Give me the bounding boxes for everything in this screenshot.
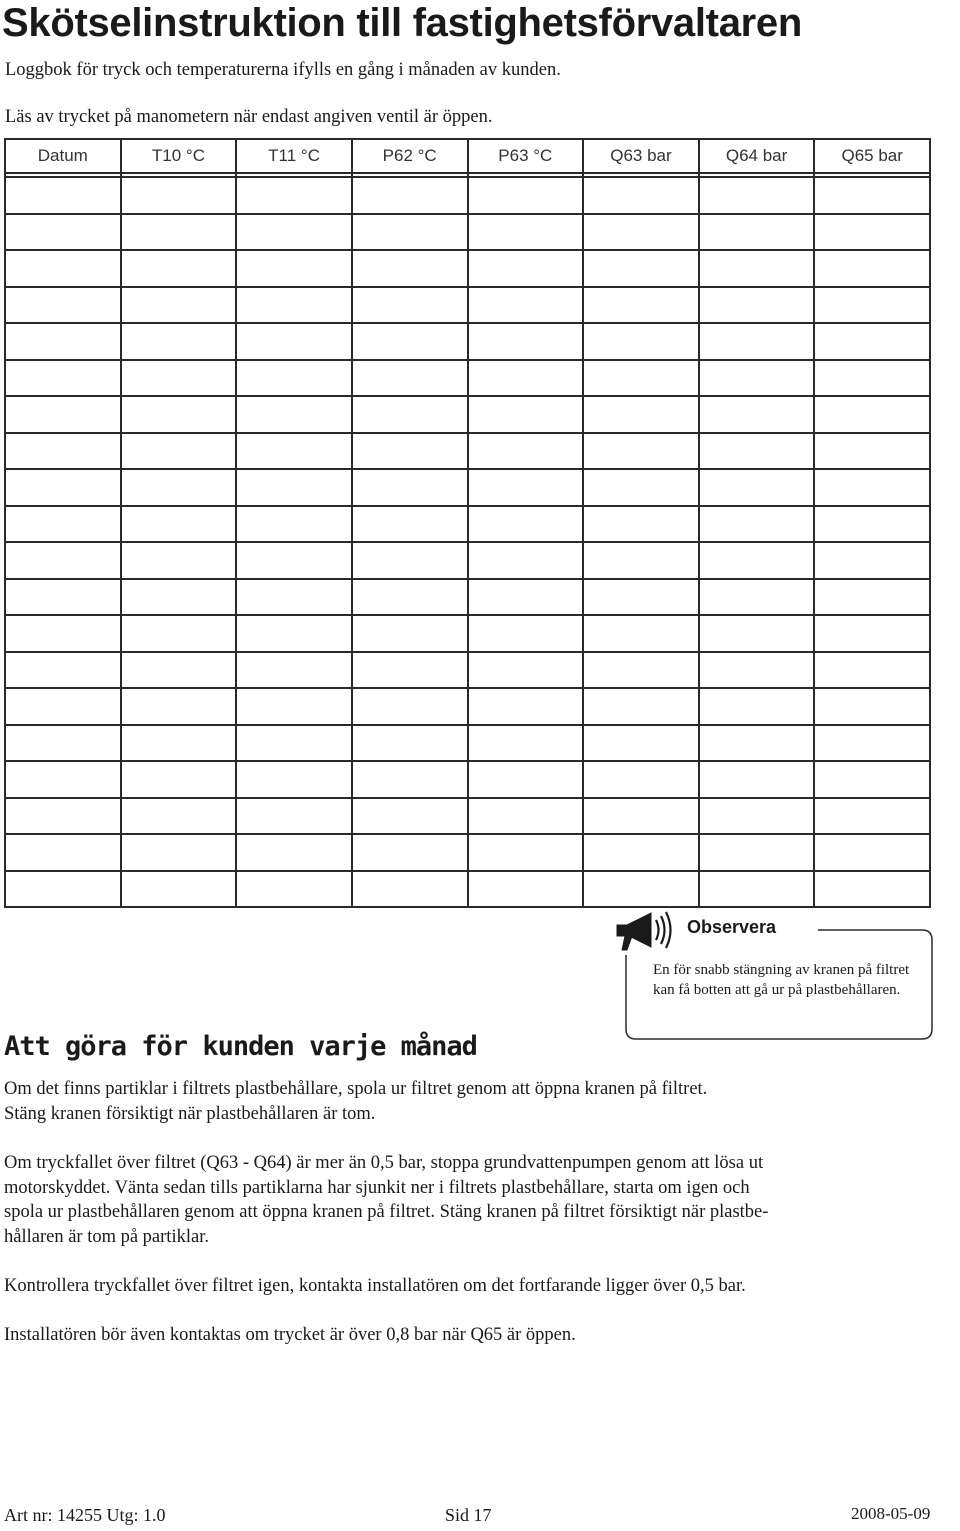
log-entry-cell[interactable] xyxy=(583,360,699,397)
column-header-q64: Q64 bar xyxy=(699,139,815,173)
log-entry-cell[interactable] xyxy=(236,469,352,506)
log-row xyxy=(5,542,930,579)
log-entry-cell[interactable] xyxy=(5,725,121,762)
paragraph-line: Installatören bör även kontaktas om trycket är över 0,8 bar när Q65 är öppen. xyxy=(4,1325,576,1345)
log-entry-cell[interactable] xyxy=(236,433,352,470)
log-row xyxy=(5,214,930,251)
log-entry-cell[interactable] xyxy=(468,834,584,871)
log-entry-cell[interactable] xyxy=(468,323,584,360)
log-entry-cell[interactable] xyxy=(236,798,352,835)
log-entry-cell[interactable] xyxy=(583,834,699,871)
log-entry-cell[interactable] xyxy=(236,652,352,689)
log-entry-cell[interactable] xyxy=(468,506,584,543)
column-header-q63: Q63 bar xyxy=(583,139,699,173)
log-entry-cell[interactable] xyxy=(583,871,699,908)
log-entry-cell[interactable] xyxy=(468,214,584,251)
log-entry-cell[interactable] xyxy=(814,761,930,798)
log-entry-cell[interactable] xyxy=(699,506,815,543)
log-entry-cell[interactable] xyxy=(814,433,930,470)
log-entry-cell[interactable] xyxy=(5,506,121,543)
log-entry-cell[interactable] xyxy=(5,542,121,579)
log-row xyxy=(5,469,930,506)
log-entry-cell[interactable] xyxy=(236,214,352,251)
paragraph-line: hållaren är tom på partiklar. xyxy=(4,1226,209,1247)
log-row xyxy=(5,396,930,433)
column-header-datum: Datum xyxy=(5,139,121,173)
paragraph-line: Stäng kranen försiktigt när plastbehållaren är tom. xyxy=(4,1103,376,1124)
log-entry-cell[interactable] xyxy=(583,396,699,433)
log-row xyxy=(5,834,930,871)
log-entry-cell[interactable] xyxy=(699,433,815,470)
log-entry-cell[interactable] xyxy=(121,834,237,871)
log-row xyxy=(5,433,930,470)
log-entry-cell[interactable] xyxy=(236,834,352,871)
log-entry-cell[interactable] xyxy=(5,871,121,908)
log-entry-cell[interactable] xyxy=(121,542,237,579)
log-row xyxy=(5,615,930,652)
log-entry-cell[interactable] xyxy=(352,506,468,543)
log-entry-cell[interactable] xyxy=(583,469,699,506)
paragraph-line: spola ur plastbehållaren genom att öppna kranen på filtret. Stäng kranen på filtret försiktigt när plastbe- xyxy=(4,1202,769,1222)
column-header-p62: P62 °C xyxy=(352,139,468,173)
log-entry-cell[interactable] xyxy=(352,433,468,470)
log-entry-cell[interactable] xyxy=(236,177,352,214)
log-entry-cell[interactable] xyxy=(583,250,699,287)
log-entry-cell[interactable] xyxy=(5,250,121,287)
log-entry-cell[interactable] xyxy=(5,579,121,616)
log-entry-cell[interactable] xyxy=(583,688,699,725)
log-entry-cell[interactable] xyxy=(352,396,468,433)
log-entry-cell[interactable] xyxy=(5,652,121,689)
log-entry-cell[interactable] xyxy=(352,834,468,871)
log-entry-cell[interactable] xyxy=(699,287,815,324)
log-entry-cell[interactable] xyxy=(121,250,237,287)
instruction-text: Läs av trycket på manometern när endast angiven ventil är öppen. xyxy=(5,107,493,127)
log-entry-cell[interactable] xyxy=(583,615,699,652)
paragraph-line: Om tryckfallet över filtret (Q63 - Q64) är mer än 0,5 bar, stoppa grundvattenpumpen genom att lösa ut xyxy=(4,1153,764,1173)
log-entry-cell[interactable] xyxy=(236,579,352,616)
log-entry-cell[interactable] xyxy=(352,761,468,798)
column-header-q65: Q65 bar xyxy=(814,139,930,173)
log-entry-cell[interactable] xyxy=(5,360,121,397)
paragraph-line: motorskyddet. Vänta sedan tills partiklarna har sjunkit ner i filtrets plastbehållare, starta om igen och xyxy=(4,1177,750,1198)
log-entry-cell[interactable] xyxy=(352,725,468,762)
log-entry-cell[interactable] xyxy=(699,542,815,579)
log-entry-cell[interactable] xyxy=(5,214,121,251)
log-entry-cell[interactable] xyxy=(121,469,237,506)
log-entry-cell[interactable] xyxy=(121,761,237,798)
log-entry-cell[interactable] xyxy=(814,652,930,689)
log-row xyxy=(5,506,930,543)
log-entry-cell[interactable] xyxy=(352,798,468,835)
log-entry-cell[interactable] xyxy=(814,250,930,287)
log-entry-cell[interactable] xyxy=(814,287,930,324)
footer-page-number: Sid 17 xyxy=(445,1505,492,1525)
log-entry-cell[interactable] xyxy=(121,506,237,543)
log-entry-cell[interactable] xyxy=(121,323,237,360)
log-row xyxy=(5,579,930,616)
log-table xyxy=(4,138,931,908)
note-text: En för snabb stängning av kranen på filtret kan få botten att gå ur på plastbehållaren. xyxy=(653,962,910,998)
log-entry-cell[interactable] xyxy=(814,871,930,908)
log-entry-cell[interactable] xyxy=(236,725,352,762)
log-entry-cell[interactable] xyxy=(352,871,468,908)
log-entry-cell[interactable] xyxy=(814,579,930,616)
log-entry-cell[interactable] xyxy=(236,761,352,798)
log-entry-cell[interactable] xyxy=(583,725,699,762)
section-heading: Att göra för kunden varje månad xyxy=(4,1031,477,1062)
log-entry-cell[interactable] xyxy=(352,688,468,725)
log-entry-cell[interactable] xyxy=(699,761,815,798)
log-row xyxy=(5,250,930,287)
log-entry-cell[interactable] xyxy=(814,396,930,433)
log-entry-cell[interactable] xyxy=(121,396,237,433)
log-entry-cell[interactable] xyxy=(352,323,468,360)
log-entry-cell[interactable] xyxy=(814,177,930,214)
log-entry-cell[interactable] xyxy=(468,360,584,397)
log-entry-cell[interactable] xyxy=(352,615,468,652)
log-entry-cell[interactable] xyxy=(5,688,121,725)
log-entry-cell[interactable] xyxy=(5,469,121,506)
log-entry-cell[interactable] xyxy=(583,287,699,324)
log-entry-cell[interactable] xyxy=(121,433,237,470)
log-entry-cell[interactable] xyxy=(468,688,584,725)
log-entry-cell[interactable] xyxy=(5,323,121,360)
log-entry-cell[interactable] xyxy=(583,506,699,543)
log-entry-cell[interactable] xyxy=(699,469,815,506)
log-entry-cell[interactable] xyxy=(814,688,930,725)
log-entry-cell[interactable] xyxy=(468,287,584,324)
log-entry-cell[interactable] xyxy=(814,323,930,360)
log-entry-cell[interactable] xyxy=(352,360,468,397)
instruction-paragraph xyxy=(4,1151,924,1249)
log-entry-cell[interactable] xyxy=(121,177,237,214)
log-entry-cell[interactable] xyxy=(5,396,121,433)
log-entry-cell[interactable] xyxy=(468,396,584,433)
log-entry-cell[interactable] xyxy=(699,214,815,251)
log-entry-cell[interactable] xyxy=(814,542,930,579)
log-entry-cell[interactable] xyxy=(352,542,468,579)
log-row xyxy=(5,725,930,762)
log-entry-cell[interactable] xyxy=(468,798,584,835)
log-entry-cell[interactable] xyxy=(468,579,584,616)
log-entry-cell[interactable] xyxy=(699,652,815,689)
log-entry-cell[interactable] xyxy=(236,323,352,360)
log-entry-cell[interactable] xyxy=(583,652,699,689)
instruction-paragraph xyxy=(4,1323,924,1348)
log-entry-cell[interactable] xyxy=(699,798,815,835)
log-row xyxy=(5,287,930,324)
log-entry-cell[interactable] xyxy=(5,798,121,835)
log-entry-cell[interactable] xyxy=(121,579,237,616)
log-entry-cell[interactable] xyxy=(5,177,121,214)
log-entry-cell[interactable] xyxy=(699,177,815,214)
log-entry-cell[interactable] xyxy=(699,250,815,287)
log-entry-cell[interactable] xyxy=(121,725,237,762)
log-row xyxy=(5,798,930,835)
log-entry-cell[interactable] xyxy=(814,214,930,251)
log-entry-cell[interactable] xyxy=(583,214,699,251)
footer-date: 2008-05-09 xyxy=(851,1504,931,1523)
log-entry-cell[interactable] xyxy=(121,360,237,397)
column-header-t11: T11 °C xyxy=(236,139,352,173)
log-entry-cell[interactable] xyxy=(699,396,815,433)
log-entry-cell[interactable] xyxy=(352,177,468,214)
log-entry-cell[interactable] xyxy=(699,871,815,908)
log-entry-cell[interactable] xyxy=(583,542,699,579)
log-entry-cell[interactable] xyxy=(121,871,237,908)
column-header-t10: T10 °C xyxy=(121,139,237,173)
log-entry-cell[interactable] xyxy=(468,871,584,908)
log-entry-cell[interactable] xyxy=(236,688,352,725)
log-entry-cell[interactable] xyxy=(468,177,584,214)
log-entry-cell[interactable] xyxy=(468,725,584,762)
log-entry-cell[interactable] xyxy=(699,615,815,652)
column-header-p63: P63 °C xyxy=(468,139,584,173)
log-entry-cell[interactable] xyxy=(236,396,352,433)
log-entry-cell[interactable] xyxy=(583,323,699,360)
log-entry-cell[interactable] xyxy=(699,360,815,397)
log-entry-cell[interactable] xyxy=(236,250,352,287)
log-entry-cell[interactable] xyxy=(236,287,352,324)
log-entry-cell[interactable] xyxy=(468,542,584,579)
log-entry-cell[interactable] xyxy=(468,433,584,470)
log-entry-cell[interactable] xyxy=(5,433,121,470)
log-row xyxy=(5,652,930,689)
log-row xyxy=(5,360,930,397)
log-entry-cell[interactable] xyxy=(699,725,815,762)
log-entry-cell[interactable] xyxy=(814,469,930,506)
log-entry-cell[interactable] xyxy=(814,798,930,835)
log-entry-cell[interactable] xyxy=(583,579,699,616)
log-entry-cell[interactable] xyxy=(699,834,815,871)
log-table-header-row xyxy=(5,139,930,173)
log-entry-cell[interactable] xyxy=(352,469,468,506)
log-entry-cell[interactable] xyxy=(5,615,121,652)
log-entry-cell[interactable] xyxy=(352,652,468,689)
intro-text: Loggbok för tryck och temperaturerna ifylls en gång i månaden av kunden. xyxy=(5,60,561,80)
log-entry-cell[interactable] xyxy=(236,871,352,908)
log-entry-cell[interactable] xyxy=(468,761,584,798)
log-entry-cell[interactable] xyxy=(468,469,584,506)
log-entry-cell[interactable] xyxy=(236,542,352,579)
footer-article-number: Art nr: 14255 Utg: 1.0 xyxy=(4,1505,166,1525)
log-entry-cell[interactable] xyxy=(5,761,121,798)
log-entry-cell[interactable] xyxy=(814,615,930,652)
log-entry-cell[interactable] xyxy=(5,287,121,324)
log-entry-cell[interactable] xyxy=(352,214,468,251)
log-entry-cell[interactable] xyxy=(236,360,352,397)
log-entry-cell[interactable] xyxy=(236,506,352,543)
log-entry-cell[interactable] xyxy=(236,615,352,652)
log-row xyxy=(5,688,930,725)
log-row xyxy=(5,761,930,798)
log-entry-cell[interactable] xyxy=(468,250,584,287)
paragraph-line: Om det finns partiklar i filtrets plastbehållare, spola ur filtret genom att öppna kranen på filtret. xyxy=(4,1079,708,1099)
log-entry-cell[interactable] xyxy=(352,250,468,287)
log-entry-cell[interactable] xyxy=(583,433,699,470)
log-entry-cell[interactable] xyxy=(814,360,930,397)
log-entry-cell[interactable] xyxy=(583,177,699,214)
log-row xyxy=(5,871,930,908)
log-entry-cell[interactable] xyxy=(121,652,237,689)
log-entry-cell[interactable] xyxy=(121,287,237,324)
log-row xyxy=(5,177,930,214)
instruction-paragraph xyxy=(4,1274,924,1299)
log-table-body xyxy=(5,173,930,907)
log-row xyxy=(5,323,930,360)
log-entry-cell[interactable] xyxy=(699,579,815,616)
note-label: Observera xyxy=(687,917,777,937)
instruction-paragraph xyxy=(4,1077,924,1126)
log-entry-cell[interactable] xyxy=(121,798,237,835)
log-entry-cell[interactable] xyxy=(352,287,468,324)
log-entry-cell[interactable] xyxy=(468,652,584,689)
log-entry-cell[interactable] xyxy=(814,725,930,762)
log-entry-cell[interactable] xyxy=(699,688,815,725)
log-entry-cell[interactable] xyxy=(352,579,468,616)
log-entry-cell[interactable] xyxy=(121,688,237,725)
log-entry-cell[interactable] xyxy=(699,323,815,360)
log-entry-cell[interactable] xyxy=(814,834,930,871)
log-entry-cell[interactable] xyxy=(121,615,237,652)
page-title: Skötselinstruktion till fastighetsförvaltaren xyxy=(2,1,802,45)
paragraph-line: Kontrollera tryckfallet över filtret igen, kontakta installatören om det fortfarande ligger över 0,5 bar. xyxy=(4,1276,746,1296)
log-entry-cell[interactable] xyxy=(121,214,237,251)
log-entry-cell[interactable] xyxy=(583,798,699,835)
log-entry-cell[interactable] xyxy=(814,506,930,543)
log-entry-cell[interactable] xyxy=(5,834,121,871)
log-entry-cell[interactable] xyxy=(583,761,699,798)
log-entry-cell[interactable] xyxy=(468,615,584,652)
